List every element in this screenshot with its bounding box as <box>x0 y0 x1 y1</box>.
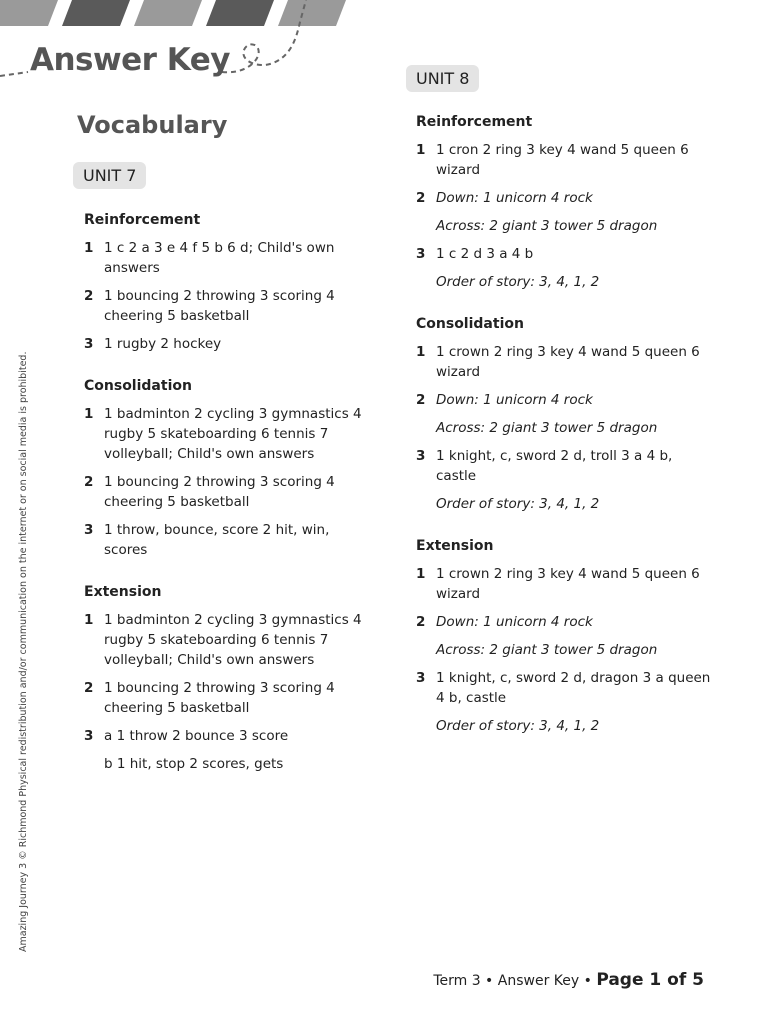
answer-number: 2 <box>84 288 94 304</box>
answer-number: 2 <box>84 474 94 490</box>
answer-text: 1 cron 2 ring 3 key 4 wand 5 queen 6 wizard <box>436 142 689 178</box>
answer-number: 2 <box>84 680 94 696</box>
answer-text: 1 bouncing 2 throwing 3 scoring 4 cheering 5 basketball <box>104 680 335 716</box>
answer-text: Order of story: 3, 4, 1, 2 <box>436 718 600 734</box>
answer-item <box>416 446 716 486</box>
answer-item <box>84 404 374 464</box>
answer-item <box>416 564 716 604</box>
section-heading: Extension <box>84 584 162 600</box>
unit7-reinforcement <box>84 210 374 354</box>
answer-item <box>84 678 374 718</box>
section-title: Vocabulary <box>77 111 228 139</box>
answer-number: 2 <box>416 392 426 408</box>
answer-text: Order of story: 3, 4, 1, 2 <box>436 274 600 290</box>
answer-text: 1 throw, bounce, score 2 hit, win, scores <box>104 522 330 558</box>
unit-8-column <box>416 112 716 736</box>
answer-number: 1 <box>416 566 426 582</box>
section-heading: Reinforcement <box>416 114 533 130</box>
answer-number: 1 <box>84 612 94 628</box>
unit-7-badge: UNIT 7 <box>73 162 146 189</box>
answer-text: 1 badminton 2 cycling 3 gymnastics 4 rugby 5 skateboarding 6 tennis 7 volleyball; Child's own answers <box>104 612 362 668</box>
unit7-consolidation <box>84 376 374 560</box>
unit-8-badge: UNIT 8 <box>406 65 479 92</box>
answer-number: 1 <box>416 142 426 158</box>
answer-item <box>416 140 716 180</box>
answer-number: 3 <box>416 246 426 262</box>
answer-text: 1 bouncing 2 throwing 3 scoring 4 cheering 5 basketball <box>104 474 335 510</box>
answer-text: 1 crown 2 ring 3 key 4 wand 5 queen 6 wizard <box>436 566 700 602</box>
answer-text: a 1 throw 2 bounce 3 score <box>104 728 289 744</box>
answer-text: Down: 1 unicorn 4 rock <box>436 614 593 630</box>
answer-item <box>84 286 374 326</box>
answer-text: Order of story: 3, 4, 1, 2 <box>436 496 600 512</box>
answer-number: 1 <box>84 406 94 422</box>
answer-text: Down: 1 unicorn 4 rock <box>436 392 593 408</box>
answer-subitem <box>416 272 716 292</box>
answer-subitem <box>416 640 716 660</box>
answer-text: Across: 2 giant 3 tower 5 dragon <box>436 420 658 436</box>
answer-item <box>416 188 716 208</box>
answer-number: 3 <box>84 336 94 352</box>
answer-number: 3 <box>84 522 94 538</box>
answer-text: 1 knight, c, sword 2 d, dragon 3 a queen 4 b, castle <box>436 670 711 706</box>
footer-text: Term 3 • Answer Key • <box>433 973 592 989</box>
answer-subitem <box>416 494 716 514</box>
answer-number: 2 <box>416 190 426 206</box>
answer-item <box>416 342 716 382</box>
answer-number: 3 <box>416 448 426 464</box>
answer-item <box>84 610 374 670</box>
answer-item <box>416 668 716 708</box>
answer-item <box>416 390 716 410</box>
answer-text: 1 crown 2 ring 3 key 4 wand 5 queen 6 wizard <box>436 344 700 380</box>
answer-number: 1 <box>84 240 94 256</box>
answer-number: 2 <box>416 614 426 630</box>
page-title: Answer Key <box>30 42 230 78</box>
answer-subitem <box>416 216 716 236</box>
answer-item <box>84 726 374 746</box>
answer-number: 3 <box>416 670 426 686</box>
answer-text: 1 badminton 2 cycling 3 gymnastics 4 rugby 5 skateboarding 6 tennis 7 volleyball; Child's own answers <box>104 406 362 462</box>
section-heading: Consolidation <box>416 316 524 332</box>
copyright-sidebar: Amazing Journey 3 © Richmond Physical redistribution and/or communication on the internet or on social media is prohibited. <box>18 351 29 952</box>
page-footer <box>433 970 704 990</box>
answer-text: 1 c 2 a 3 e 4 f 5 b 6 d; Child's own answers <box>104 240 335 276</box>
answer-item <box>416 244 716 264</box>
answer-item <box>84 238 374 278</box>
answer-text: 1 rugby 2 hockey <box>104 336 222 352</box>
section-heading: Reinforcement <box>84 212 201 228</box>
answer-number: 1 <box>416 344 426 360</box>
page-number: Page 1 of 5 <box>596 970 704 990</box>
answer-text: 1 knight, c, sword 2 d, troll 3 a 4 b, castle <box>436 448 673 484</box>
section-heading: Extension <box>416 538 494 554</box>
answer-item <box>416 612 716 632</box>
section-heading: Consolidation <box>84 378 192 394</box>
answer-subitem <box>416 716 716 736</box>
answer-item <box>84 520 374 560</box>
unit7-extension <box>84 582 374 774</box>
unit-7-column <box>84 210 374 774</box>
unit8-reinforcement <box>416 112 716 292</box>
answer-text: Across: 2 giant 3 tower 5 dragon <box>436 218 658 234</box>
answer-number: 3 <box>84 728 94 744</box>
answer-text: 1 bouncing 2 throwing 3 scoring 4 cheering 5 basketball <box>104 288 335 324</box>
unit8-consolidation <box>416 314 716 514</box>
answer-subitem <box>416 418 716 438</box>
answer-subitem: b 1 hit, stop 2 scores, gets <box>104 756 284 772</box>
answer-text: Down: 1 unicorn 4 rock <box>436 190 593 206</box>
answer-text: Across: 2 giant 3 tower 5 dragon <box>436 642 658 658</box>
unit8-extension <box>416 536 716 736</box>
answer-text: 1 c 2 d 3 a 4 b <box>436 246 534 262</box>
answer-item <box>84 472 374 512</box>
answer-item <box>84 334 374 354</box>
